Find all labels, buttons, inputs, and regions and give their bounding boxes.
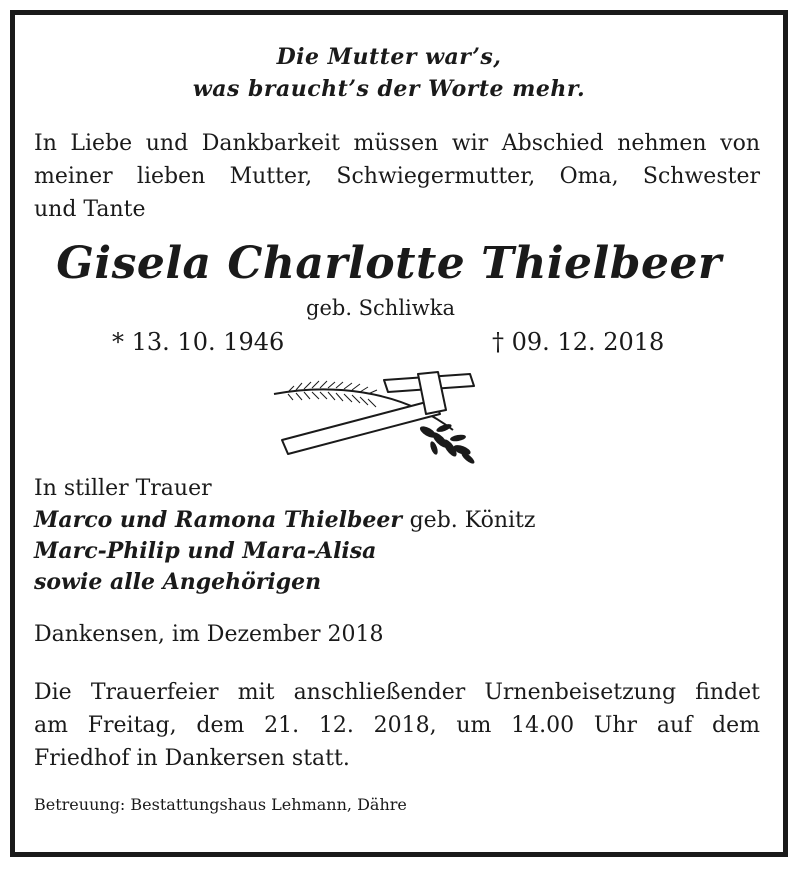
ceremony-line-2: am Freitag, dem 21. 12. 2018, um 14.00 Uhr auf dem <box>34 713 760 738</box>
cross-with-palm-branch-icon <box>268 370 488 466</box>
mourners-line-2: Marc-Philip und Mara-Alisa <box>34 538 377 564</box>
mourners-line-3: sowie alle Angehörigen <box>34 569 322 595</box>
place-and-date: Dankensen, im Dezember 2018 <box>34 622 384 647</box>
deceased-name: Gisela Charlotte Thielbeer <box>56 238 722 289</box>
motto-line-1: Die Mutter war’s, <box>276 44 502 70</box>
ceremony-line-3: Friedhof in Dankersen statt. <box>34 746 350 771</box>
mourners-line-1 <box>34 507 536 533</box>
intro-line-1: In Liebe und Dankbarkeit müssen wir Abschied nehmen von <box>34 131 760 156</box>
mourners-line-1-names: Marco und Ramona Thielbeer <box>34 507 402 533</box>
funeral-home-credit: Betreuung: Bestattungshaus Lehmann, Dähre <box>34 795 407 814</box>
intro-line-2: meiner lieben Mutter, Schwiegermutter, Oma, Schwester <box>34 164 760 189</box>
mourners-line-1-suffix: geb. Könitz <box>409 508 536 533</box>
death-date: † 09. 12. 2018 <box>492 328 665 356</box>
motto-line-2: was braucht’s der Worte mehr. <box>192 76 586 102</box>
mourners-heading: In stiller Trauer <box>34 476 212 501</box>
birth-date: * 13. 10. 1946 <box>112 328 285 356</box>
ceremony-line-1: Die Trauerfeier mit anschließender Urnenbeisetzung findet <box>34 680 760 705</box>
intro-line-3: und Tante <box>34 197 146 222</box>
maiden-name: geb. Schliwka <box>306 296 455 320</box>
